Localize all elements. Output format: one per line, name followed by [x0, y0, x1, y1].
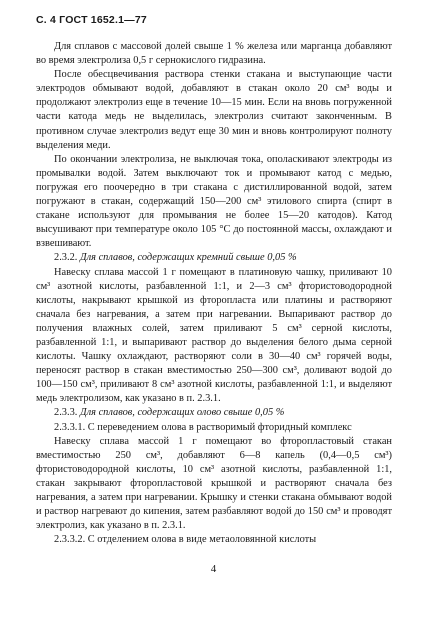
- page-header: С. 4 ГОСТ 1652.1—77: [36, 14, 147, 26]
- subsection-heading: 2.3.3.1. С переведением олова в растворимый фторидный комплекс: [54, 421, 352, 433]
- paragraph: Навеску сплава массой 1 г помещают во фторопластовый стакан вместимостью 250 см³, добавляют 6—8 капель (0,4—0,5 см³) фтористоводородной кислоты, 10 см³ азотной кислоты, разбавленной 1:1, стакан закрывают фторопластовой крышкой и растворяют сначала без нагревания, а затем при нагревании. Крышку и стенки стакана обмывают водой и раствор нагревают до кипения, затем разбавляют водой до 150 см³ и проводят электролиз, как указано в п. 2.3.1.: [36, 435, 392, 532]
- section-heading-2-3-2: [36, 251, 392, 265]
- section-heading-2-3-3: [36, 406, 392, 420]
- subsection-heading: 2.3.3.2. С отделением олова в виде метаоловянной кислоты: [54, 534, 317, 546]
- paragraph: После обесцвечивания раствора стенки стакана и выступающие части электродов обмывают водой, добавляют в стакан около 20 см³ воды и продолжают электролиз еще в течение 10—15 мин. Если на вновь погруженной части катода медь не выделилась, электролиз считают законченным. В противном случае электролиз ведут еще 30 мин и вновь контролируют полноту выделения меди.: [36, 69, 392, 151]
- section-number: 2.3.2.: [54, 252, 78, 264]
- section-title: Для сплавов, содержащих кремний свыше 0,05 %: [80, 252, 297, 264]
- document-body: [36, 40, 392, 547]
- section-title: Для сплавов, содержащих олово свыше 0,05 %: [80, 407, 285, 419]
- page-number: 4: [210, 563, 217, 575]
- paragraph: Для сплавов с массовой долей свыше 1 % железа или марганца добавляют во время электролиза 0,5 г сернокислого гидразина.: [36, 41, 392, 67]
- paragraph: По окончании электролиза, не выключая тока, ополаскивают электроды из промывалки водой. Затем выключают ток и промывают катод с медью, погружая его поочередно в три стакана с дистиллированной водой, затем погружают в стакан, содержащий 150—200 см³ этилового спирта (спирт в стакане используют для промывания не более 15—20 катодов). Катод высушивают при температуре около 105 °С до постоянной массы, охлаждают и взвешивают.: [36, 153, 392, 250]
- section-number: 2.3.3.: [54, 407, 78, 419]
- paragraph: Навеску сплава массой 1 г помещают в платиновую чашку, приливают 10 см³ азотной кислоты, разбавленной 1:1, и 2—3 см³ фтористоводородной кислоты, накрывают крышкой из фторопласта или платины и растворяют сначала без нагревания, а затем при нагревании. Выпаривают раствор до получения влажных солей, затем приливают 5 см³ серной кислоты, разбавленной 1:1, и выпаривают раствор до выделения белого дыма серной кислоты. Чашку охлаждают, растворяют соли в 30—40 см³ горячей воды, переносят раствор в стакан вместимостью 250—300 см³, доливают водой до 100—150 см³, приливают 8 см³ азотной кислоты, разбавленной 1:1, и выделяют медь электролизом, как указано в п. 2.3.1.: [36, 266, 392, 405]
